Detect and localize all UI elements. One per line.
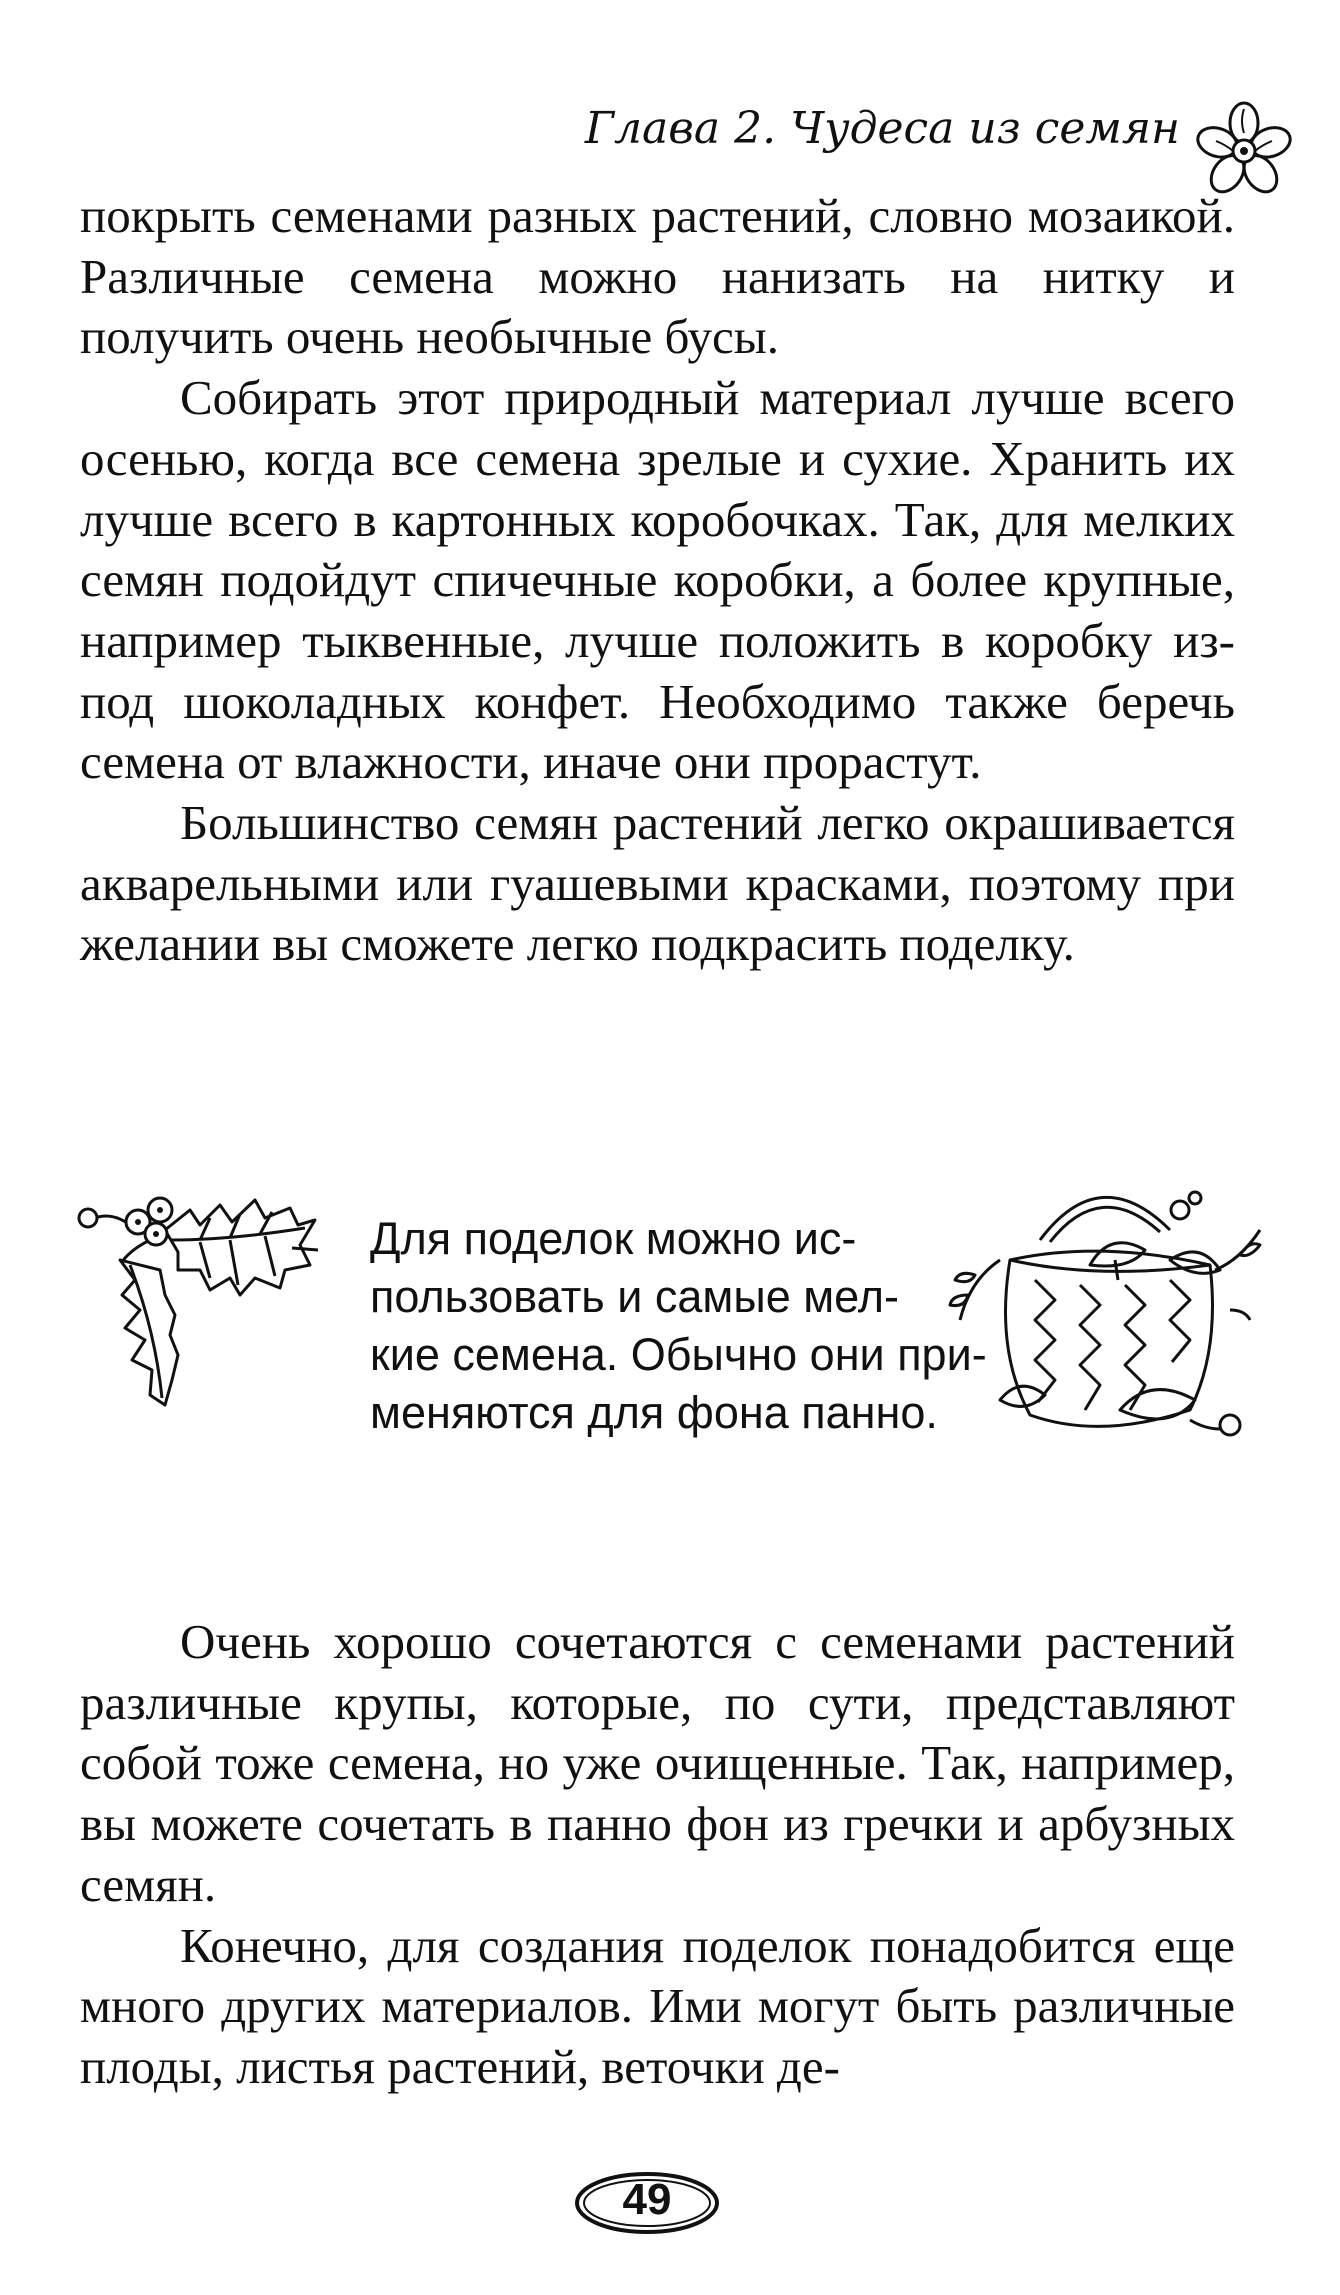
holly-branch-icon [60,1170,360,1430]
paragraph: Большинство семян растений легко окрашивается акварельными или гуашевыми красками, поэтому при желании вы сможете легко подкрасить поделку. [80,795,1235,972]
text-block-bottom [80,1612,1235,2098]
tip-line: Для поделок можно ис- [370,1213,857,1264]
tip-text [370,1210,987,1442]
paragraph: покрыть семенами разных растений, словно мозаикой. Различные семена можно нанизать на нитку и получить очень необычные бусы. [80,188,1235,365]
tip-line: пользовать и самые мел- [370,1271,899,1322]
chapter-title: Глава 2. Чудеса из семян [584,103,1180,154]
page-number-badge [572,2168,722,2238]
paragraph: Очень хорошо сочетаются с семенами растений различные крупы, которые, по сути, представляют собой тоже семена, но уже очищенные. Так, например, вы можете сочетать в панно фон из гречки и арбузных семян. [80,1614,1235,1912]
tip-line: меняются для фона панно. [370,1387,938,1438]
tip-line: кие семена. Обычно они при- [370,1329,987,1380]
paragraph: Конечно, для создания поделок понадобится еще много других материалов. Ими могут быть различные плоды, листья растений, веточки де- [80,1917,1235,2094]
text-block-top [80,186,1235,975]
tip-box [60,1170,1270,1480]
paragraph: Собирать этот природный материал лучше всего осенью, когда все семена зрелые и сухие. Хранить их лучше всего в картонных коробочках. Так, для мелких семян подойдут спичечные коробки, а более крупные, например тыквенные, лучше положить в коробку из-под шоколадных конфет. Необходимо также беречь семена от влажности, иначе они прорастут. [80,370,1235,790]
basket-of-mushrooms-icon [940,1170,1270,1460]
page-number: 49 [622,2175,672,2224]
